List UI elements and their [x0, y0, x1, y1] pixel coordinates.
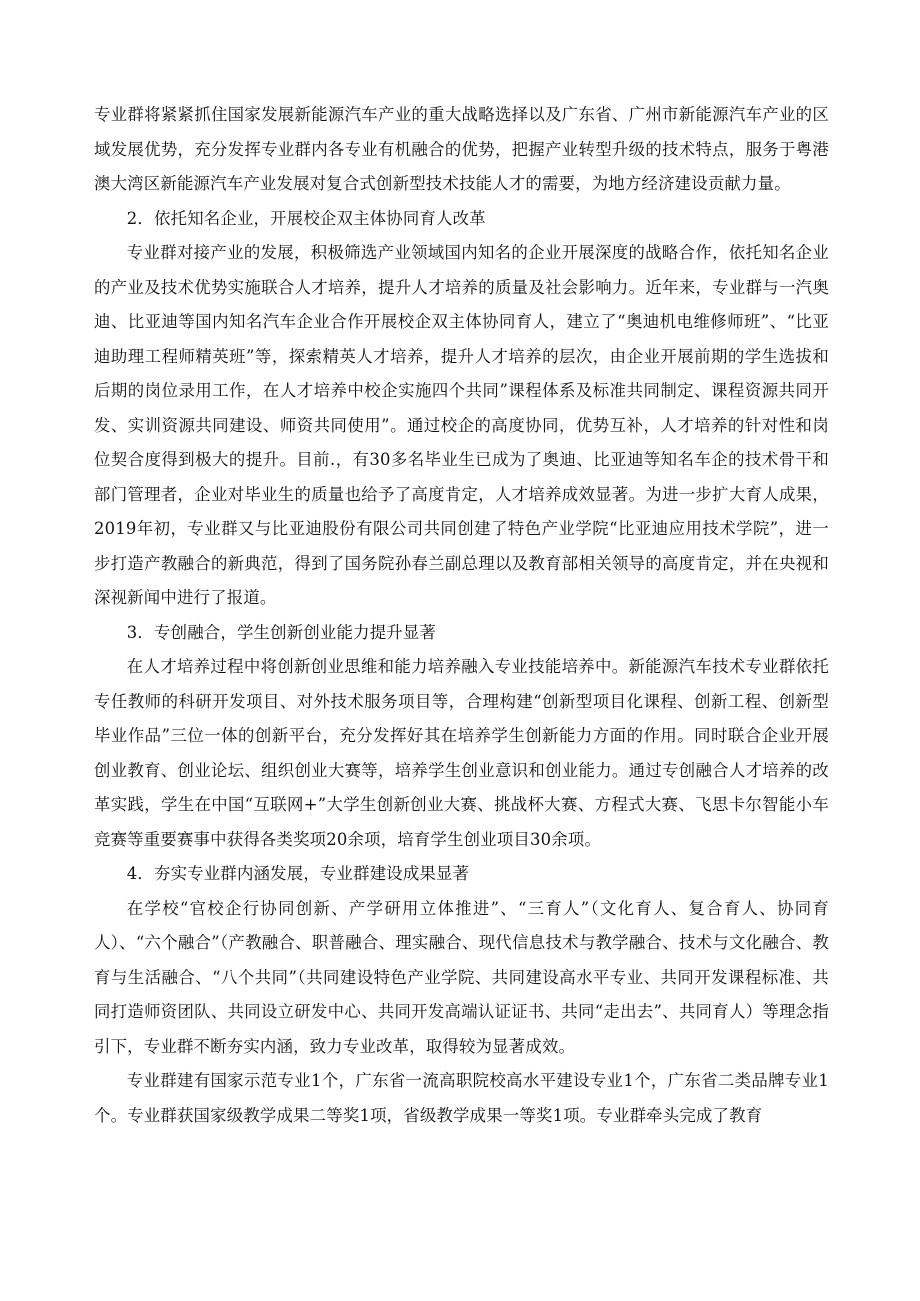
heading-innovation: 3．专创融合，学生创新创业能力提升显著 — [126, 622, 437, 642]
paragraph-school-enterprise: 专业群对接产业的发展，积极筛选产业领域国内知名的企业开展深度的战略合作，依托知名企业的产业及技术优势实施联合人才培养，提升人才培养的质量及社会影响力。近年来，专业群与一汽奥迪、比亚迪等国内知名汽车企业合作开展校企双主体协同育人，建立了“奥迪机电维修师班”、“比亚迪助理工程师精英班”等，探索精英人才培养，提升人才培养的层次，由企业开展前期的学生选拔和后期的岗位录用工作，在人才培养中校企实施四个共同”课程体系及标准共同制定、课程资源共同开发、实训资源共同建设、师资共同使用”。通过校企的高度协同，优势互补，人才培养的针对性和岗位契合度得到极大的提升。目前.，有30多名毕业生已成为了奥迪、比亚迪等知名车企的技术骨干和部门管理者，企业对毕业生的质量也给予了高度肯定，人才培养成效显著。为进一步扩大育人成果，2019年初，专业群又与比亚迪股份有限公司共同创建了特色产业学院“比亚迪应用技术学院”，进一步打造产教融合的新典范，得到了国务院孙春兰副总理以及教育部相关领导的高度肯定，并在央视和深视新闻中进行了报道。 — [94, 243, 829, 607]
document-body — [94, 98, 829, 1133]
paragraph-achievements: 专业群建有国家示范专业1个，广东省一流高职院校高水平建设专业1个，广东省二类品牌专业1个。专业群获国家级教学成果二等奖1项，省级教学成果一等奖1项。专业群牵头完成了教育 — [94, 1071, 829, 1125]
paragraph-innovation: 在人才培养过程中将创新创业思维和能力培养融入专业技能培养中。新能源汽车技术专业群依托专任教师的科研开发项目、对外技术服务项目等，合理构建“创新型项目化课程、创新工程、创新型毕业作品”三位一体的创新平台，充分发挥好其在培养学生创新能力方面的作用。同时联合企业开展创业教育、创业论坛、组织创业大赛等，培养学生创业意识和创业能力。通过专创融合人才培养的改革实践，学生在中国“互联网+”大学生创新创业大赛、挑战杯大赛、方程式大赛、飞思卡尔智能小车竞赛等重要赛事中获得各类奖项20余项，培育学生创业项目30余项。 — [94, 657, 829, 849]
paragraph-connotation: 在学校“官校企行协同创新、产学研用立体推进”、“三育人”（文化育人、复合育人、协同育人）、“六个融合”（产教融合、职普融合、理实融合、现代信息技术与教学融合、技术与文化融合、教育与生活融合、“八个共同”（共同建设特色产业学院、共同建设高水平专业、共同开发课程标准、共同打造师资团队、共同设立研发中心、共同开发高端认证证书、共同“走出去”、共同育人）等理念指引下，专业群不断夯实内涵，致力专业改革，取得较为显著成效。 — [94, 898, 829, 1056]
heading-school-enterprise: 2．依托知名企业，开展校企双主体协同育人改革 — [126, 208, 486, 228]
paragraph-industry-strategy: 专业群将紧紧抓住国家发展新能源汽车产业的重大战略选择以及广东省、广州市新能源汽车产业的区域发展优势，充分发挥专业群内各专业有机融合的优势，把握产业转型升级的技术特点，服务于粤港澳大湾区新能源汽车产业发展对复合式创新型技术技能人才的需要，为地方经济建设贡献力量。 — [94, 105, 829, 193]
heading-connotation: 4．夯实专业群内涵发展，专业群建设成果显著 — [126, 864, 470, 883]
